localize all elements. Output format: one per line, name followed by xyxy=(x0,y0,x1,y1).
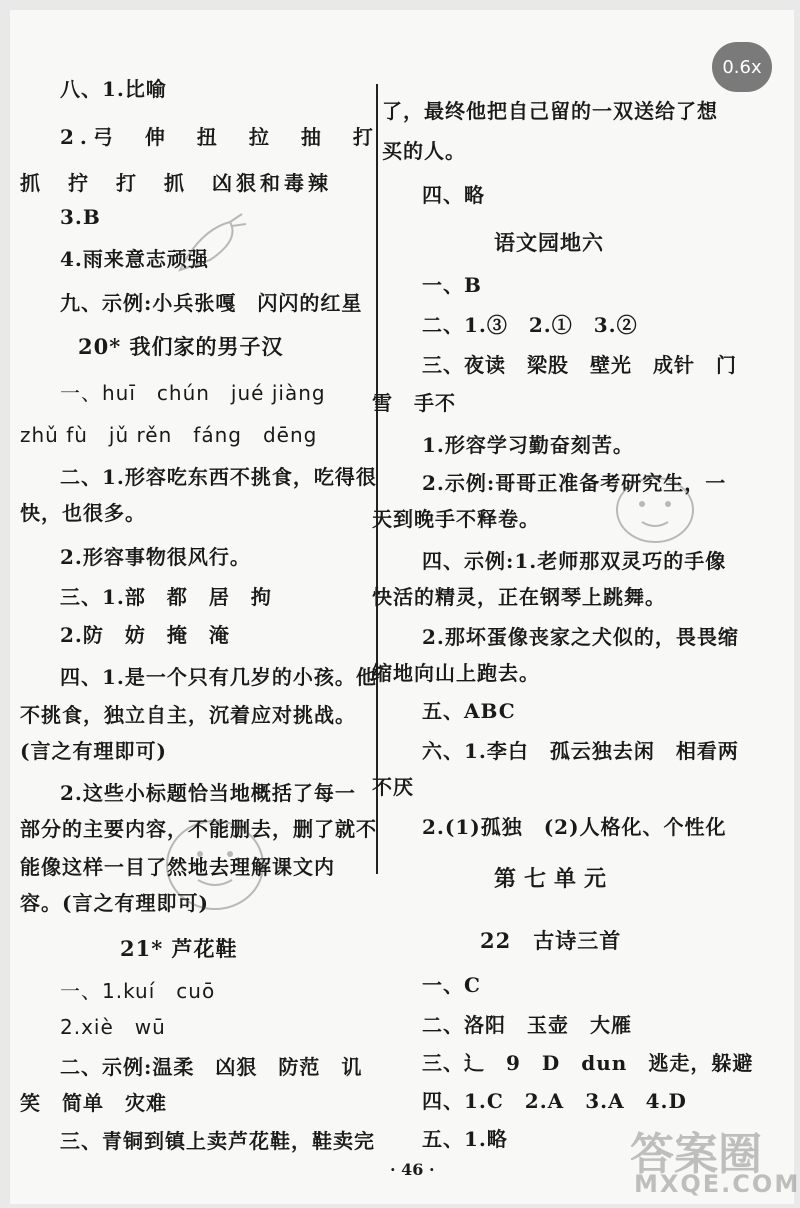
answer-line: 不挑食，独立自主，沉着应对挑战。 xyxy=(20,703,356,727)
answer-line: 2.示例:哥哥正准备考研究生，一 xyxy=(422,471,727,495)
answer-line: 三、1.部 都 居 拘 xyxy=(60,585,272,609)
answer-line: 天到晚手不释卷。 xyxy=(372,507,540,531)
answer-line: 五、1.略 xyxy=(422,1127,508,1151)
answer-line: 九、示例:小兵张嘎 闪闪的红星 xyxy=(60,291,363,315)
answer-line: 四、1.是一个只有几岁的小孩。他 xyxy=(60,665,377,689)
answer-line: 一、C xyxy=(422,973,481,997)
answer-line: 1.形容学习勤奋刻苦。 xyxy=(422,433,634,457)
answer-line: 五、ABC xyxy=(422,699,516,723)
pinyin-line: 2.xiè wū xyxy=(60,1015,166,1039)
page-number: · 46 · xyxy=(390,1160,435,1179)
answer-line: 三、青铜到镇上卖芦花鞋，鞋卖完 xyxy=(60,1129,375,1153)
answer-line: 二、示例:温柔 凶狠 防范 讥 xyxy=(60,1055,363,1079)
answer-line: 雪 手不 xyxy=(372,391,456,415)
lesson-heading: 20* 我们家的男子汉 xyxy=(78,334,284,359)
answer-line: 快活的精灵，正在钢琴上跳舞。 xyxy=(372,585,666,609)
unit-title: 第七单元 xyxy=(494,866,615,892)
answer-line: 4.雨来意志顽强 xyxy=(60,247,209,271)
answer-line: 缩地向山上跑去。 xyxy=(372,661,540,685)
lesson-heading: 21* 芦花鞋 xyxy=(120,936,238,961)
pinyin-line: zhǔ fù jǔ rěn fáng dēng xyxy=(20,423,318,447)
answer-line: 2.防 妨 掩 淹 xyxy=(60,623,230,647)
answer-line: 四、示例:1.老师那双灵巧的手像 xyxy=(422,549,727,573)
pinyin-line: 一、1.kuí cuō xyxy=(60,979,216,1003)
pinyin-line: 一、huī chún jué jiàng xyxy=(60,381,326,405)
watermark-url: MXQE.COM xyxy=(634,1170,800,1198)
answer-line: 3.B xyxy=(60,205,101,229)
answer-line: 二、1.形容吃东西不挑食，吃得很 xyxy=(60,465,377,489)
answer-line: 四、略 xyxy=(422,183,485,207)
answer-line: 部分的主要内容，不能删去，删了就不 xyxy=(20,817,377,841)
lesson-heading: 22 古诗三首 xyxy=(480,928,622,953)
answer-line: (言之有理即可) xyxy=(20,739,167,763)
answer-line: 抓 拧 打 抓 凶狠和毒辣 xyxy=(20,171,332,195)
watermark-logo: 答案圈 xyxy=(630,1129,762,1180)
answer-line: 2.这些小标题恰当地概括了每一 xyxy=(60,781,356,805)
answer-line: 快，也很多。 xyxy=(20,501,146,525)
answer-line: 2.形容事物很风行。 xyxy=(60,545,251,569)
answer-line: 一、B xyxy=(422,273,482,297)
answer-line: 八、1.比喻 xyxy=(60,77,167,101)
answer-line: 三、辶 9 D dun 逃走，躲避 xyxy=(422,1051,754,1075)
site-watermark xyxy=(626,1118,800,1208)
answer-line: 笑 简单 灾难 xyxy=(20,1091,167,1115)
answer-line: 2.弓 伸 扭 拉 抽 打 xyxy=(60,125,379,149)
face-doodle-icon xyxy=(160,810,270,920)
answer-line: 二、1.③ 2.① 3.② xyxy=(422,313,638,337)
face-doodle-icon xyxy=(610,470,700,550)
zoom-level-badge[interactable]: 0.6x xyxy=(712,42,772,92)
section-heading: 语文园地六 xyxy=(494,230,604,255)
answer-line: 2.(1)孤独 (2)人格化、个性化 xyxy=(422,815,727,839)
answer-line: 2.那坏蛋像丧家之犬似的，畏畏缩 xyxy=(422,625,739,649)
answer-line: 能像这样一目了然地去理解课文内 xyxy=(20,855,335,879)
answer-line: 四、1.C 2.A 3.A 4.D xyxy=(422,1089,687,1113)
answer-line: 三、夜读 梁股 壁光 成针 门 xyxy=(422,353,737,377)
answer-line: 了，最终他把自己留的一双送给了想 xyxy=(382,99,718,123)
document-page xyxy=(10,10,800,1204)
answer-line: 六、1.李白 孤云独去闲 相看两 xyxy=(422,739,739,763)
answer-line: 容。(言之有理即可) xyxy=(20,891,209,915)
answer-line: 不厌 xyxy=(372,775,414,799)
answer-line: 二、洛阳 玉壶 大雁 xyxy=(422,1013,632,1037)
carrot-doodle-icon xyxy=(170,210,250,280)
answer-line: 买的人。 xyxy=(382,139,466,163)
